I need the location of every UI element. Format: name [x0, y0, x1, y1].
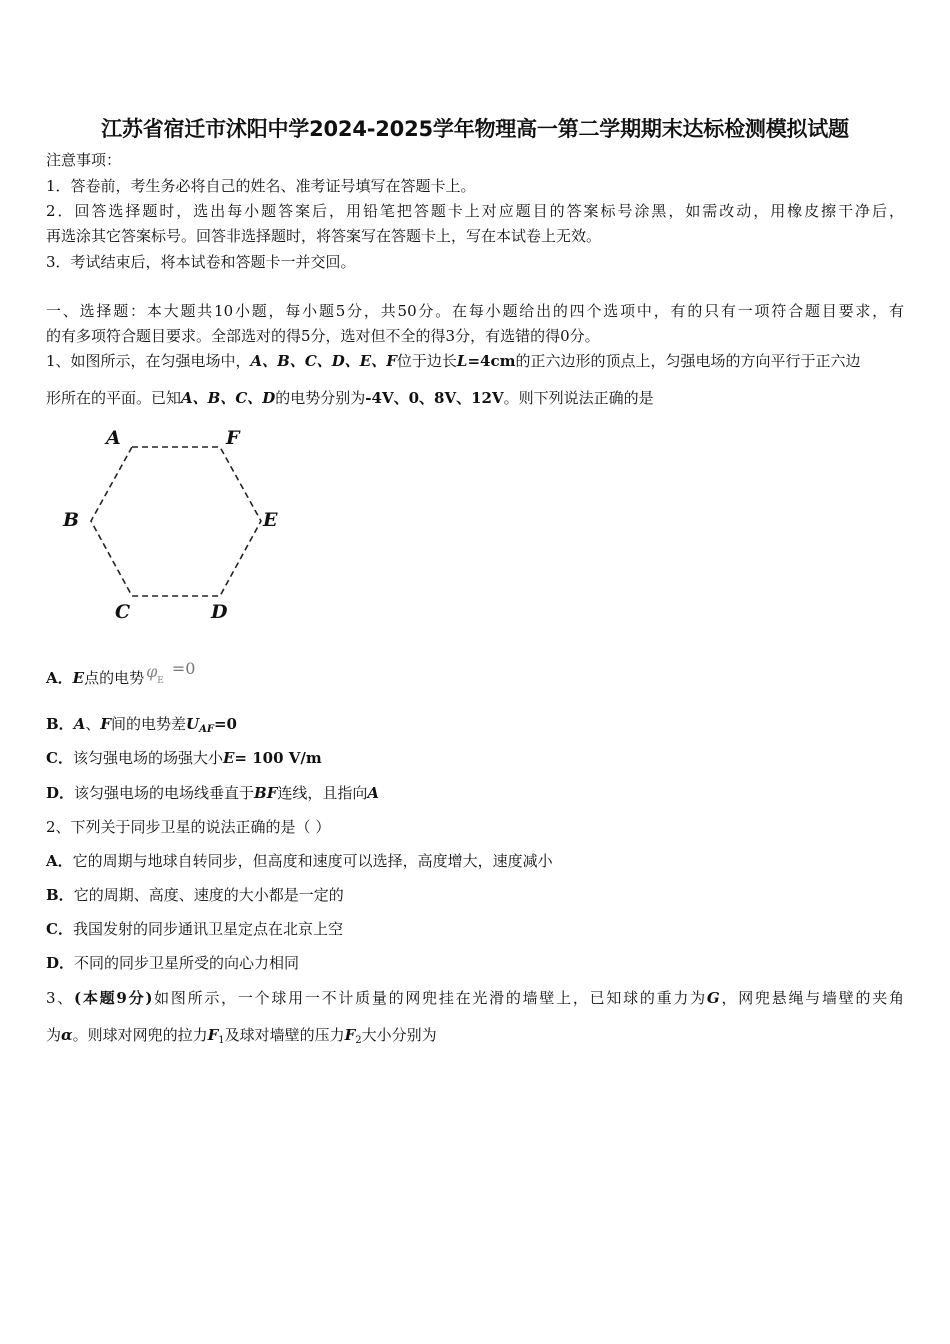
vertex-label-c: C	[115, 601, 131, 623]
question-3-stem-cont: 为α。则球对网兜的拉力$F_1$及球对墙壁的压力$F_2$大小分别为	[46, 1026, 437, 1046]
vertex-label-f: F	[226, 427, 240, 449]
q2-option-d: D．不同的同步卫星所受的向心力相同	[46, 954, 300, 972]
notice-item: 再选涂其它答案标号。回答非选择题时，将答案写在答题卡上，写在本试卷上无效。	[46, 227, 602, 245]
section-instructions: 一、选择题：本大题共10小题，每小题5分，共50分。在每小题给出的四个选项中，有的只有一项符合题目要求，有	[46, 302, 904, 320]
section-instructions: 的有多项符合题目要求。全部选对的得5分，选对但不全的得3分，有选错的得0分。	[46, 327, 600, 345]
vertex-label-b: B	[63, 509, 80, 531]
q2-option-c: C．我国发射的同步通讯卫星定点在北京上空	[46, 920, 343, 938]
notice-item: 2．回答选择题时，选出每小题答案后，用铅笔把答题卡上对应题目的答案标号涂黑，如需改动，用橡皮擦干净后，	[46, 202, 904, 220]
q1-option-d: D．该匀强电场的电场线垂直于BF连线，且指向A	[46, 784, 380, 802]
question-3-stem: 3、(本题9分)如图所示，一个球用一不计质量的网兜挂在光滑的墙壁上，已知球的重力为G，网兜悬绳与墙壁的夹角	[46, 989, 904, 1007]
page-title: 江苏省宿迁市沭阳中学2024-2025学年物理高一第二学期期末达标检测模拟试题	[101, 117, 849, 141]
q1-option-a: A．E点的电势 φE=0	[46, 659, 196, 687]
vertex-label-e: E	[263, 509, 278, 531]
question-1-stem-cont: 形所在的平面。已知A、B、C、D的电势分别为-4V、0、8V、12V。则下列说法正确的是	[46, 389, 654, 407]
vertex-label-a: A	[106, 427, 121, 449]
notice-item: 3．考试结束后，将本试卷和答题卡一并交回。	[46, 253, 356, 271]
notice-item: 1．答卷前，考生务必将自己的姓名、准考证号填写在答题卡上。	[46, 177, 476, 195]
hexagon-outline	[91, 447, 261, 596]
q2-option-b: B．它的周期、高度、速度的大小都是一定的	[46, 886, 344, 904]
q1-option-c: C．该匀强电场的场强大小E= 100 V/m	[46, 749, 322, 767]
notice-heading: 注意事项：	[46, 151, 122, 169]
vertex-label-d: D	[211, 601, 228, 623]
question-1-stem: 1、如图所示，在匀强电场中，A、B、C、D、E、F位于边长L=4cm的正六边形的顶点上，匀强电场的方向平行于正六边	[46, 352, 861, 370]
q1-option-b: B．A、F间的电势差$U_{AF}=0$	[46, 715, 237, 735]
q2-option-a: A．它的周期与地球自转同步，但高度和速度可以选择，高度增大，速度减小	[46, 852, 553, 870]
question-2-stem: 2、下列关于同步卫星的说法正确的是（ ）	[46, 818, 331, 836]
